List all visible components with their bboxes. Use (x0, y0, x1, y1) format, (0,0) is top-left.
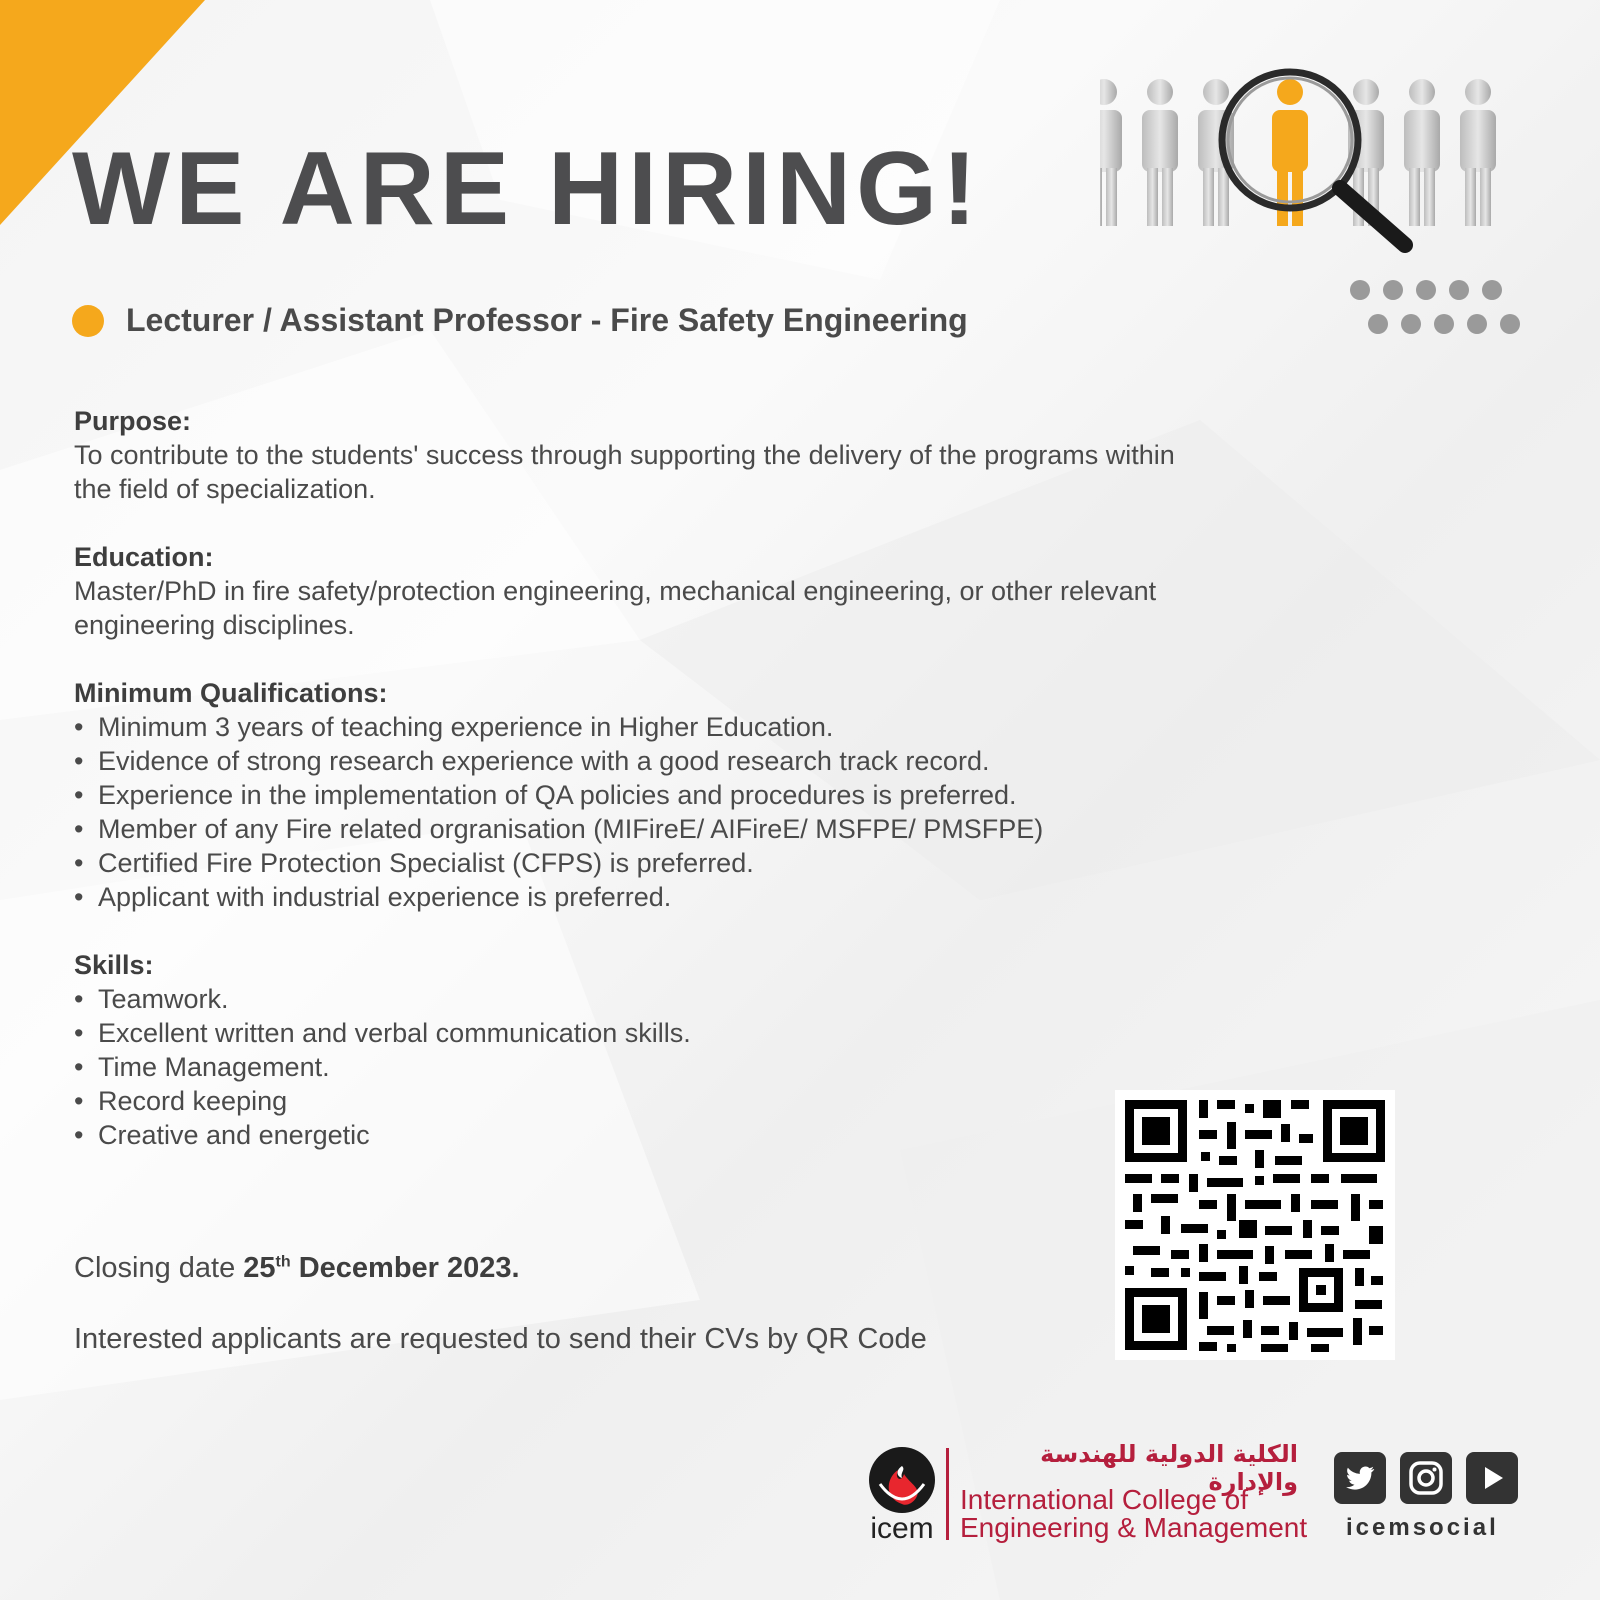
qualifications-list (74, 710, 1194, 914)
list-item (74, 1118, 1194, 1152)
list-item (74, 744, 1194, 778)
logo-english-name-line2: Engineering & Management (960, 1512, 1308, 1543)
position-title: Lecturer / Assistant Professor - Fire Safety Engineering (126, 302, 968, 338)
closing-date (74, 1252, 520, 1285)
bullet-dot (72, 305, 104, 337)
list-bullet: • (74, 1018, 84, 1048)
list-bullet: • (74, 1086, 84, 1116)
twitter-icon[interactable] (1334, 1452, 1386, 1504)
job-description (74, 404, 1194, 1186)
social-handle: icemsocial (1346, 1514, 1499, 1541)
section-heading: Education: (74, 542, 214, 572)
decorative-dots (1348, 278, 1538, 358)
section-text: Master/PhD in fire safety/protection engineering, mechanical engineering, or other relevant engineering disciplines. (74, 576, 1157, 640)
closing-day: 25 (243, 1252, 276, 1284)
list-item (74, 1016, 1194, 1050)
list-item-text: Minimum 3 years of teaching experience in Higher Education. (98, 712, 834, 742)
section-heading: Minimum Qualifications: (74, 678, 388, 708)
list-item-text: Excellent written and verbal communication skills. (98, 1018, 691, 1048)
section-heading: Skills: (74, 950, 154, 980)
logo-arabic-name: الكلية الدولية للهندسة والإدارة (1040, 1440, 1298, 1496)
list-item (74, 778, 1194, 812)
education-section (74, 540, 1194, 642)
closing-date-rest: December 2023. (290, 1252, 520, 1284)
instagram-icon[interactable] (1400, 1452, 1452, 1504)
list-bullet: • (74, 848, 84, 878)
closing-prefix: Closing date (74, 1252, 244, 1284)
list-bullet: • (74, 1120, 84, 1150)
flame-icon (866, 1444, 938, 1516)
logo-divider (946, 1448, 949, 1540)
social-icons (1334, 1452, 1518, 1504)
list-bullet: • (74, 1052, 84, 1082)
list-item-text: Time Management. (98, 1052, 330, 1082)
list-item-text: Certified Fire Protection Specialist (CFPS) is preferred. (98, 848, 754, 878)
list-item (74, 880, 1194, 914)
list-item-text: Evidence of strong research experience with a good research track record. (98, 746, 990, 776)
application-instructions: Interested applicants are requested to send their CVs by QR Code (74, 1323, 927, 1355)
people-search-illustration (1100, 60, 1540, 260)
list-item-text: Member of any Fire related orgranisation (MIFireE/ AIFireE/ MSFPE/ PMSFPE) (98, 814, 1044, 844)
list-item (74, 982, 1194, 1016)
qr-code[interactable] (1115, 1090, 1395, 1360)
position-row (72, 302, 968, 339)
page-title: WE ARE HIRING! (72, 131, 982, 247)
skills-section (74, 948, 1194, 1152)
closing-suffix: th (275, 1253, 291, 1271)
list-item-text: Applicant with industrial experience is preferred. (98, 882, 672, 912)
list-bullet: • (74, 712, 84, 742)
list-bullet: • (74, 882, 84, 912)
list-item (74, 846, 1194, 880)
logo-english-name-line1: International College of (960, 1484, 1248, 1515)
qualifications-section (74, 676, 1194, 914)
section-text: To contribute to the students' success through supporting the delivery of the programs within the field of specialization. (74, 440, 1175, 504)
youtube-icon[interactable] (1466, 1452, 1518, 1504)
list-item (74, 812, 1194, 846)
list-bullet: • (74, 984, 84, 1014)
list-item (74, 1084, 1194, 1118)
list-item-text: Teamwork. (98, 984, 229, 1014)
list-item (74, 1050, 1194, 1084)
purpose-section (74, 404, 1194, 506)
list-bullet: • (74, 746, 84, 776)
list-item-text: Creative and energetic (98, 1120, 370, 1150)
logo-abbreviation: icem (870, 1512, 934, 1545)
icem-logo (866, 1440, 1306, 1550)
list-bullet: • (74, 780, 84, 810)
list-bullet: • (74, 814, 84, 844)
section-heading: Purpose: (74, 406, 192, 436)
list-item-text: Experience in the implementation of QA policies and procedures is preferred. (98, 780, 1017, 810)
list-item-text: Record keeping (98, 1086, 288, 1116)
list-item (74, 710, 1194, 744)
skills-list (74, 982, 1194, 1152)
